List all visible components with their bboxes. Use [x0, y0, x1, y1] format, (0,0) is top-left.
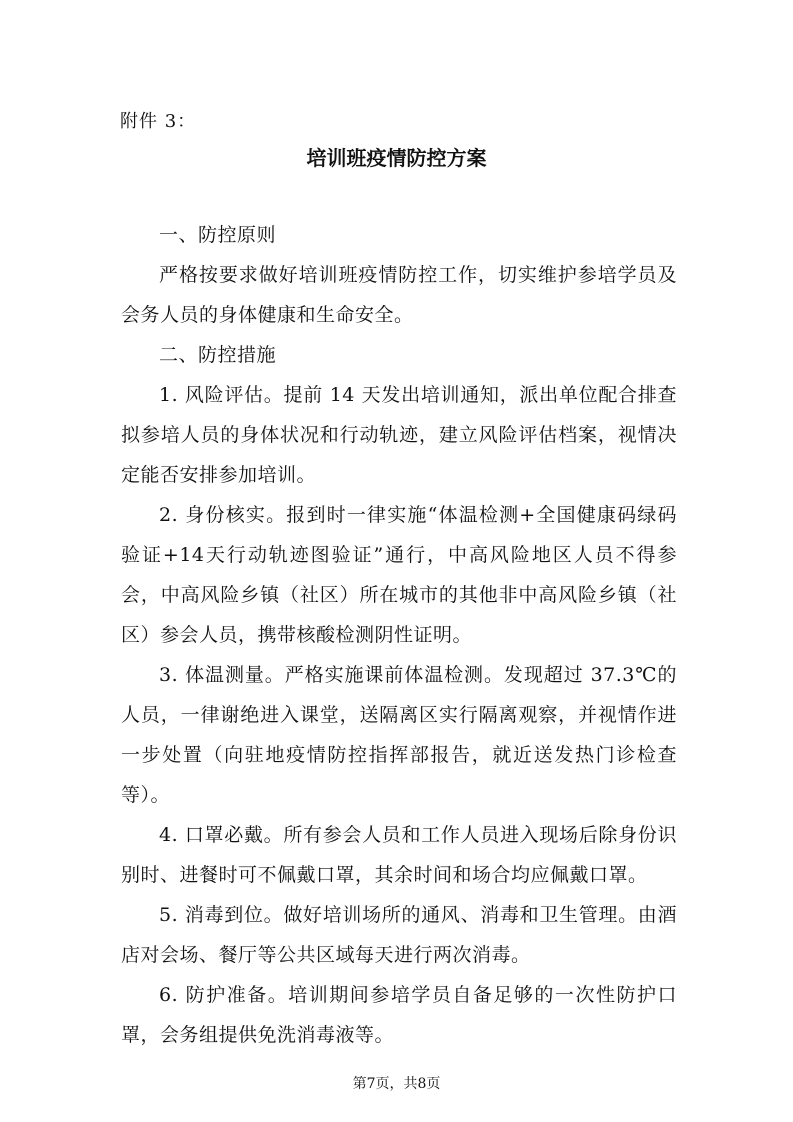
document-body — [121, 215, 677, 1055]
attachment-label: 附件 3： — [120, 111, 197, 132]
measure-risk-assessment: 1. 风险评估。提前 14 天发出培训通知，派出单位配合排查拟参培人员的身体状况和行动轨迹，建立风险评估档案，视情决定能否安排参加培训。 — [121, 384, 677, 486]
measure-mask-wearing: 4. 口罩必戴。所有参会人员和工作人员进入现场后除身份识别时、进餐时可不佩戴口罩，其余时间和场合均应佩戴口罩。 — [121, 824, 677, 886]
paragraph-principles: 严格按要求做好培训班疫情防控工作，切实维护参培学员及会务人员的身体健康和生命安全。 — [121, 264, 677, 326]
measure-identity-check: 2. 身份核实。报到时一律实施“体温检测+全国健康码绿码验证+14天行动轨迹图验证”通行，中高风险地区人员不得参会，中高风险乡镇（社区）所在城市的其他非中高风险乡镇（社区）参会人员，携带核酸检测阴性证明。 — [121, 504, 677, 646]
document-title: 培训班疫情防控方案 — [306, 146, 487, 170]
measure-protection-prep: 6. 防护准备。培训期间参培学员自备足够的一次性防护口罩，会务组提供免洗消毒液等。 — [121, 984, 677, 1046]
measure-temperature-check: 3. 体温测量。严格实施课前体温检测。发现超过 37.3℃的人员，一律谢绝进入课堂，送隔离区实行隔离观察，并视情作进一步处置（向驻地疫情防控指挥部报告，就近送发热门诊检查等）。 — [121, 664, 677, 806]
page-footer: 第7页，共8页 — [352, 1076, 441, 1092]
section-heading-measures: 二、防控措施 — [159, 344, 277, 366]
section-heading-principles: 一、防控原则 — [159, 224, 277, 246]
measure-disinfection: 5. 消毒到位。做好培训场所的通风、消毒和卫生管理。由酒店对会场、餐厅等公共区域每天进行两次消毒。 — [121, 904, 677, 966]
